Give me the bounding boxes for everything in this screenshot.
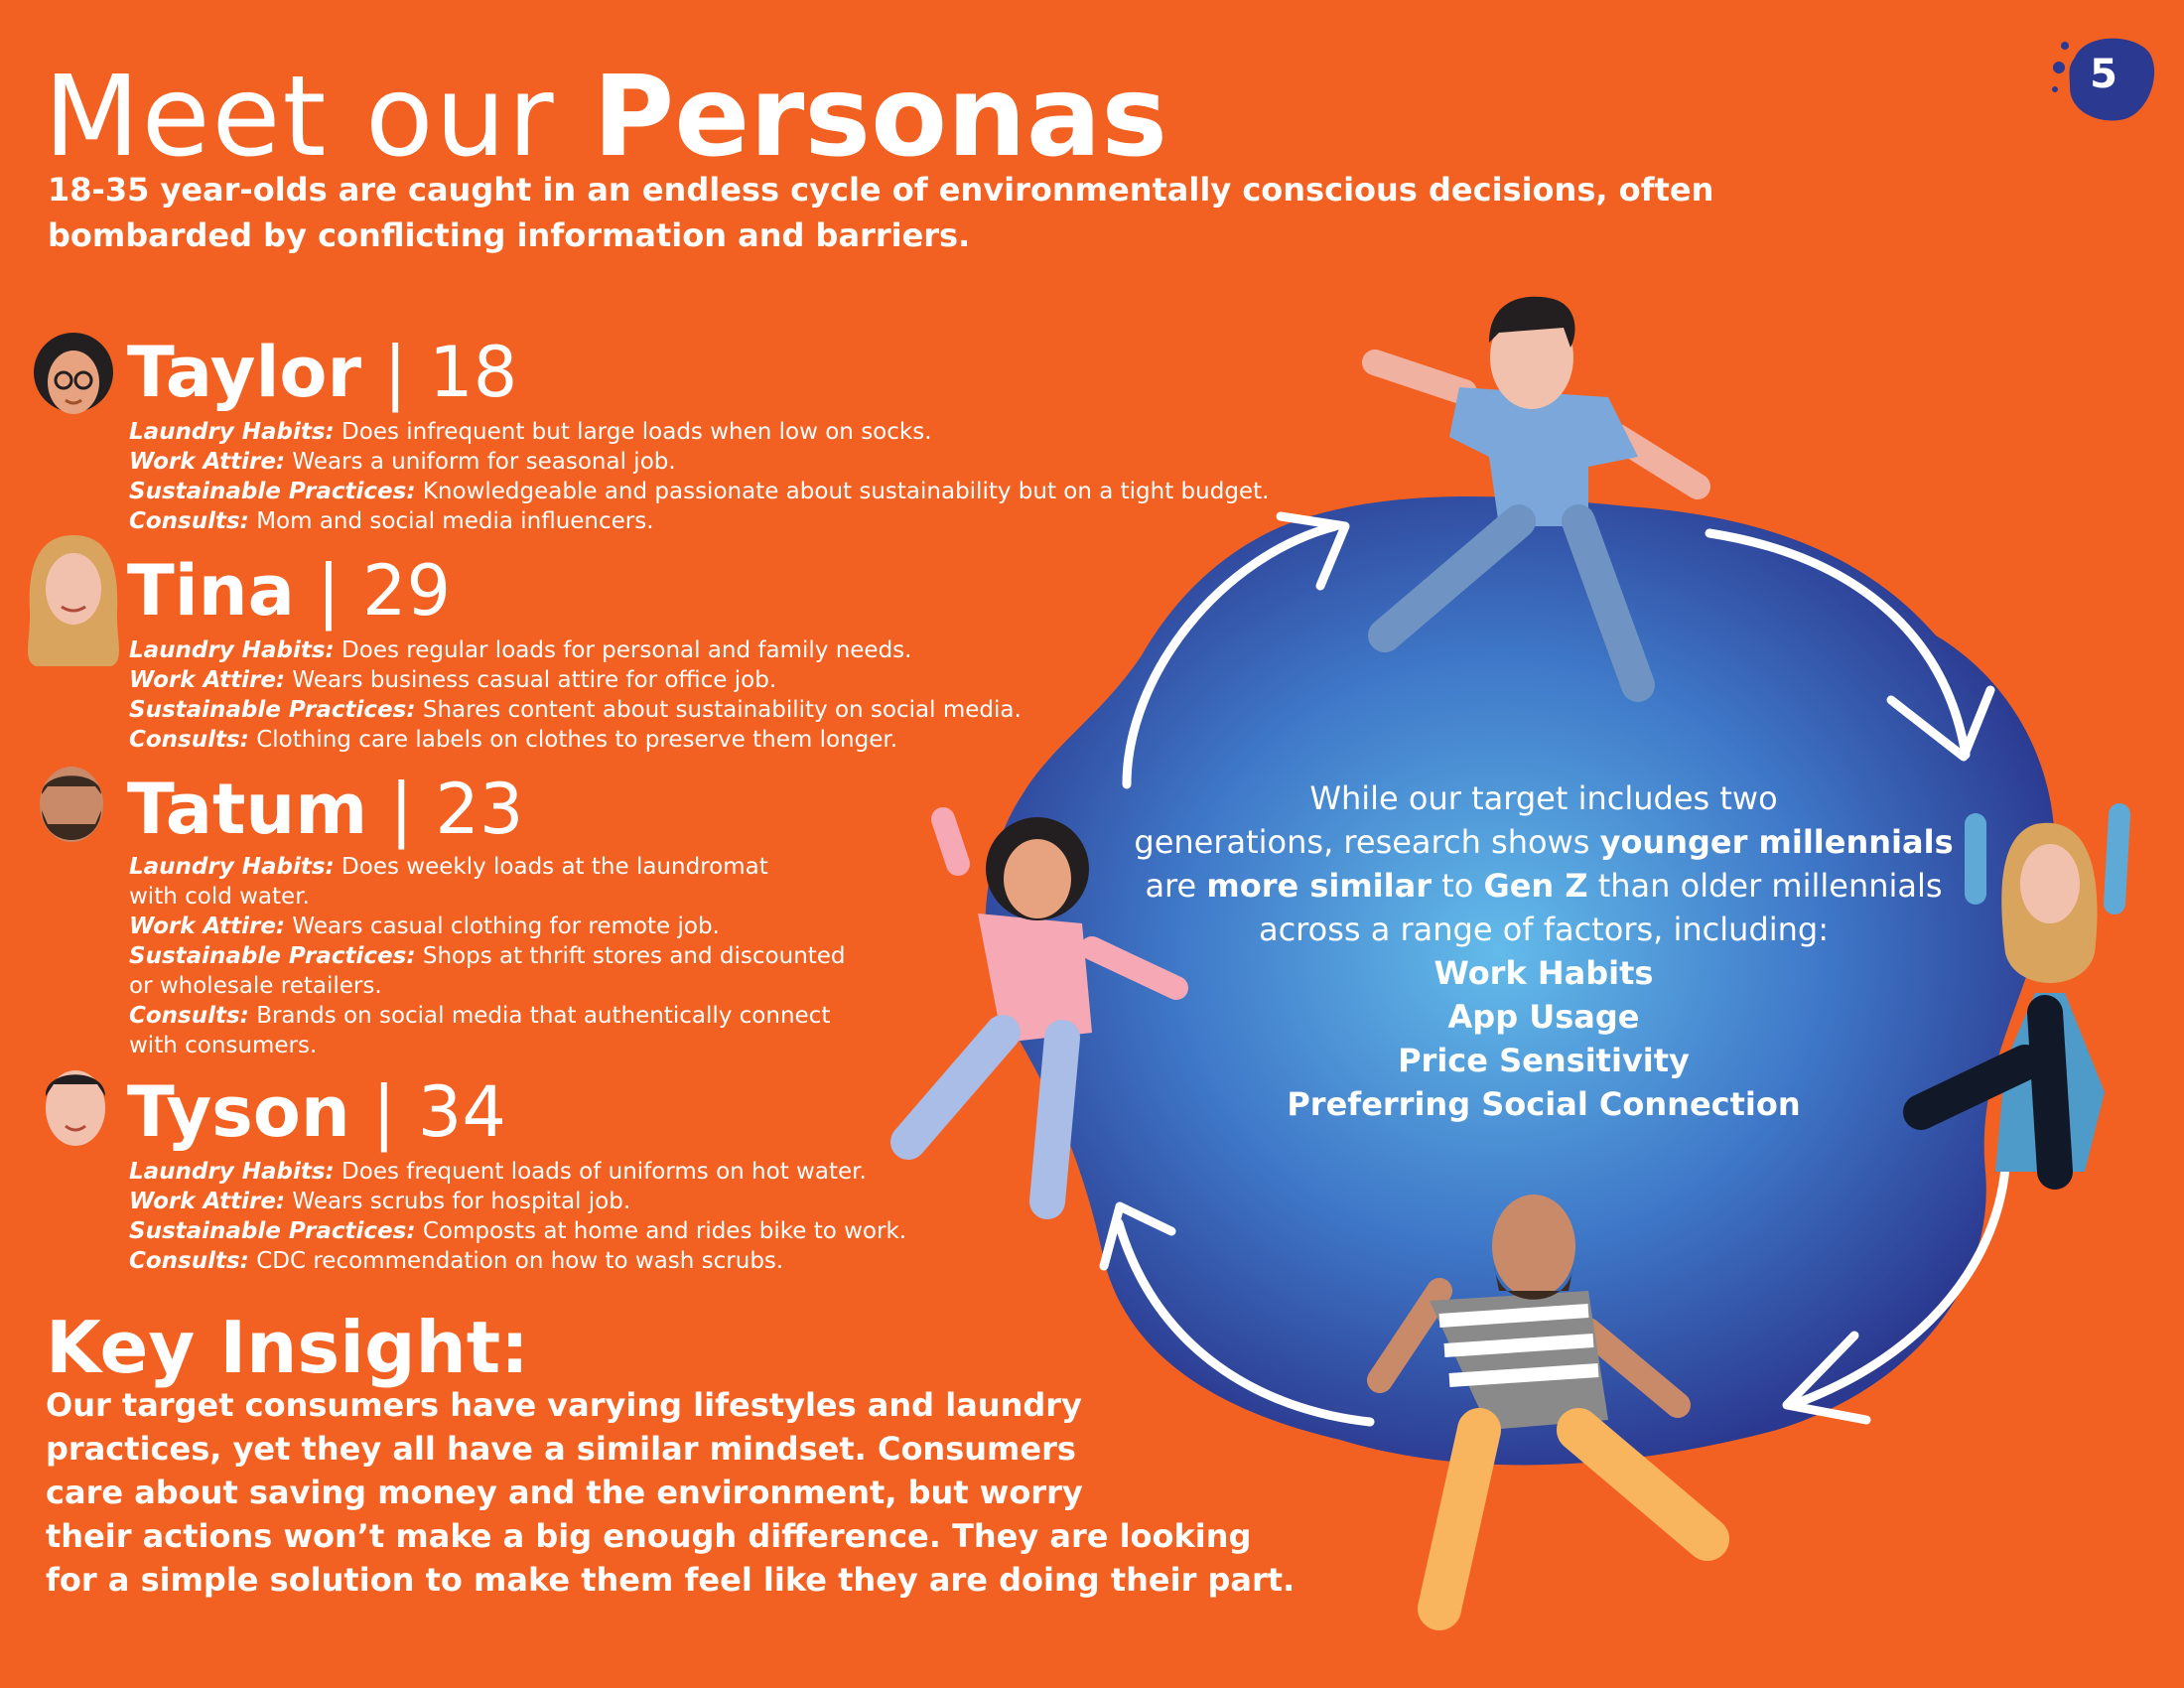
detail-label: Sustainable Practices: xyxy=(129,479,416,504)
detail-label: Consults: xyxy=(129,508,249,534)
detail-label: Laundry Habits: xyxy=(129,1159,335,1185)
name-separator: | xyxy=(317,550,341,632)
name-separator: | xyxy=(389,769,414,850)
summary-emphasis: more similar xyxy=(1206,867,1432,905)
summary-text: than older millennials xyxy=(1587,867,1943,905)
detail-label: Consults: xyxy=(129,727,249,753)
summary-emphasis: Gen Z xyxy=(1483,867,1588,905)
detail-label: Sustainable Practices: xyxy=(129,697,416,723)
detail-text: Wears a uniform for seasonal job. xyxy=(285,449,676,475)
detail-text: Wears scrubs for hospital job. xyxy=(285,1189,631,1214)
detail-line xyxy=(129,447,1269,477)
factor-item: Preferring Social Connection xyxy=(1287,1085,1801,1123)
detail-line xyxy=(129,477,1269,506)
persona-name: Taylor xyxy=(127,332,362,413)
detail-line xyxy=(129,1187,906,1216)
detail-line xyxy=(129,852,846,882)
detail-text: Mom and social media influencers. xyxy=(248,508,654,534)
detail-label: Laundry Habits: xyxy=(129,854,335,880)
persona-details-tina xyxy=(129,635,1022,755)
detail-text: Does frequent loads of uniforms on hot water. xyxy=(334,1159,867,1185)
persona-details-tatum xyxy=(129,852,846,1060)
title-light-part: Meet our xyxy=(44,53,594,182)
summary-text: are xyxy=(1145,867,1207,905)
detail-text: Does regular loads for personal and family needs. xyxy=(334,637,912,663)
persona-age: 34 xyxy=(417,1071,506,1153)
detail-label: Laundry Habits: xyxy=(129,419,335,445)
detail-label: Sustainable Practices: xyxy=(129,1218,416,1244)
key-insight-title: Key Insight: xyxy=(46,1306,529,1389)
detail-text: Composts at home and rides bike to work. xyxy=(415,1218,907,1244)
name-separator: | xyxy=(371,1071,396,1153)
detail-line xyxy=(129,635,1022,665)
detail-text: Does infrequent but large loads when low on socks. xyxy=(334,419,932,445)
detail-text: CDC recommendation on how to wash scrubs. xyxy=(248,1248,784,1274)
key-insight-line: their actions won’t make a big enough difference. They are looking xyxy=(46,1517,1252,1555)
detail-line xyxy=(129,1001,846,1031)
summary-text: generations, research shows xyxy=(1134,823,1600,861)
page-number: 5 xyxy=(2090,52,2117,97)
detail-line xyxy=(129,971,846,1001)
factor-item: App Usage xyxy=(1447,998,1640,1036)
detail-line xyxy=(129,725,1022,755)
summary-line: While our target includes two xyxy=(1309,779,1778,817)
persona-name: Tina xyxy=(127,550,295,632)
research-summary xyxy=(1102,776,1985,1126)
persona-details-tyson xyxy=(129,1157,906,1276)
persona-name-tina xyxy=(127,551,451,631)
detail-text: with cold water. xyxy=(129,884,310,910)
page-subtitle: 18-35 year-olds are caught in an endless cycle of environmentally conscious decisions, often bombarded by conflicting information and barriers. xyxy=(48,171,1714,254)
detail-line xyxy=(129,1216,906,1246)
persona-name-tatum xyxy=(127,770,523,849)
summary-line xyxy=(1102,864,1985,908)
detail-text: with consumers. xyxy=(129,1033,318,1058)
detail-text: Shares content about sustainability on social media. xyxy=(415,697,1022,723)
detail-text: Knowledgeable and passionate about sustainability but on a tight budget. xyxy=(415,479,1270,504)
persona-age: 18 xyxy=(429,332,518,413)
detail-line xyxy=(129,912,846,941)
detail-text: Wears casual clothing for remote job. xyxy=(285,914,720,939)
key-insight-line: practices, yet they all have a similar mindset. Consumers xyxy=(46,1430,1076,1468)
persona-name: Tatum xyxy=(127,769,368,850)
key-insight-line: for a simple solution to make them feel like they are doing their part. xyxy=(46,1561,1296,1599)
key-insight-line: care about saving money and the environment, but worry xyxy=(46,1474,1083,1511)
detail-line xyxy=(129,417,1269,447)
detail-line xyxy=(129,1246,906,1276)
detail-line xyxy=(129,695,1022,725)
title-bold-part: Personas xyxy=(593,53,1167,182)
detail-label: Work Attire: xyxy=(129,449,286,475)
name-separator: | xyxy=(383,332,407,413)
summary-emphasis: younger millennials xyxy=(1599,823,1954,861)
detail-text: Wears business casual attire for office job. xyxy=(285,667,777,693)
detail-text: Brands on social media that authentically connect xyxy=(248,1003,831,1029)
summary-line xyxy=(1102,820,1985,864)
persona-age: 23 xyxy=(435,769,524,850)
detail-line xyxy=(129,882,846,912)
detail-line xyxy=(129,1031,846,1060)
detail-line xyxy=(129,1157,906,1187)
summary-line: across a range of factors, including: xyxy=(1258,911,1830,948)
detail-label: Work Attire: xyxy=(129,667,286,693)
detail-text: Shops at thrift stores and discounted xyxy=(415,943,846,969)
factor-item: Price Sensitivity xyxy=(1398,1042,1690,1079)
persona-name-taylor xyxy=(127,333,517,412)
detail-line xyxy=(129,506,1269,536)
detail-label: Sustainable Practices: xyxy=(129,943,416,969)
detail-text: or wholesale retailers. xyxy=(129,973,382,999)
detail-label: Work Attire: xyxy=(129,1189,286,1214)
page-title xyxy=(44,48,1167,187)
detail-text: Clothing care labels on clothes to preserve them longer. xyxy=(248,727,898,753)
detail-line xyxy=(129,941,846,971)
persona-details-taylor xyxy=(129,417,1269,536)
factor-item: Work Habits xyxy=(1433,954,1654,992)
tina-avatar-icon xyxy=(22,531,125,670)
summary-text: to xyxy=(1431,867,1484,905)
persona-name-tyson xyxy=(127,1072,506,1152)
persona-name: Tyson xyxy=(127,1071,350,1153)
detail-label: Consults: xyxy=(129,1248,249,1274)
detail-label: Consults: xyxy=(129,1003,249,1029)
detail-label: Work Attire: xyxy=(129,914,286,939)
detail-line xyxy=(129,665,1022,695)
detail-text: Does weekly loads at the laundromat xyxy=(334,854,768,880)
persona-age: 29 xyxy=(361,550,452,632)
taylor-avatar-icon xyxy=(30,333,117,424)
key-insight-line: Our target consumers have varying lifestyles and laundry xyxy=(46,1386,1082,1424)
detail-label: Laundry Habits: xyxy=(129,637,335,663)
tatum-avatar-icon xyxy=(36,765,107,860)
tyson-avatar-icon xyxy=(40,1062,111,1154)
